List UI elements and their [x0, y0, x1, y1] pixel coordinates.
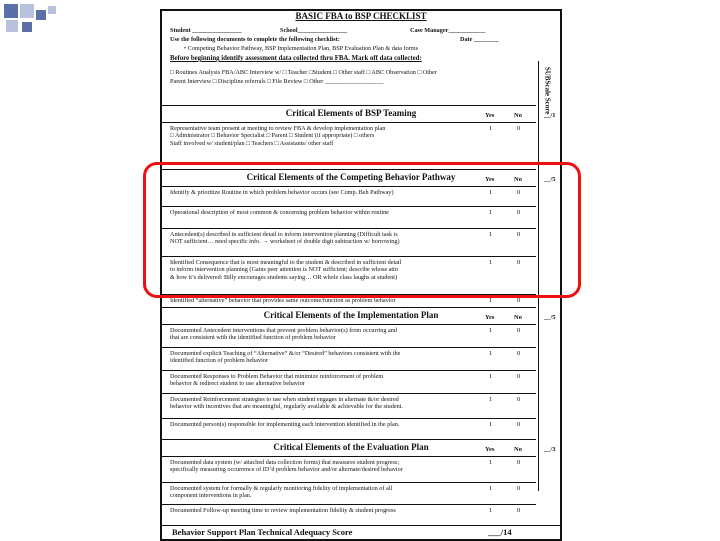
column-header-no: No	[514, 314, 522, 321]
date-field: Date ________	[460, 36, 499, 43]
checklist-item-text: & how it’s delivered: Billy encourages students saying… OR whole class laughs at student)	[170, 273, 398, 281]
decorative-square	[48, 6, 56, 14]
checklist-item-text: Documented data system (w/ attached data collection forms) that measures student progress;	[170, 459, 400, 466]
item-no-value: 0	[517, 350, 521, 357]
item-yes-value: 1	[489, 459, 493, 466]
item-no-value: 0	[517, 259, 521, 266]
checklist-item-text: to inform intervention planning (Gains peer attention is NOT sufficient; describe whose attn	[170, 266, 398, 274]
section-score: __/3	[544, 446, 556, 453]
item-no-value: 0	[517, 125, 521, 132]
column-header-no: No	[514, 446, 522, 453]
section-score: __/5	[544, 176, 556, 183]
case-manager-field: Case Manager____________	[410, 27, 486, 34]
item-no-value: 0	[517, 373, 521, 380]
checklist-item-text: Documented Antecedent interventions that prevent problem behavior(s) from occurring and	[170, 327, 397, 334]
checklist-item-text: Documented person(s) responsible for implementing each intervention identified in the plan.	[170, 421, 400, 428]
checklist-item-text: Antecedent(s) described in sufficient detail to inform intervention planning (Difficult task is	[170, 231, 398, 238]
checklist-item-text: component interventions in plan.	[170, 492, 252, 500]
item-no-value: 0	[517, 421, 521, 428]
column-header-yes: Yes	[485, 176, 495, 183]
section-title: Critical Elements of the Evaluation Plan	[273, 442, 429, 452]
document-list: • Competing Behavior Pathway, BSP Implementation Plan, BSP Evaluation Plan & data forms	[184, 45, 419, 52]
document-title: BASIC FBA to BSP CHECKLIST	[295, 11, 427, 21]
highlight-box	[143, 162, 581, 298]
checklist-item-text: that are consistent with the identified function of problem behavior	[170, 334, 336, 342]
column-header-no: No	[514, 176, 522, 183]
checklist-item-text: Identify & prioritize Routine in which problem behavior occurs (see Comp. Beh Pathway)	[170, 189, 394, 196]
item-yes-value: 1	[489, 485, 493, 492]
checklist-item-text: Documented Responses to Problem Behavior that minimize reinforcement of problem	[170, 373, 384, 380]
checklist-item-text: Identified Consequence that is most meaningful to the student & described in sufficient detail	[170, 259, 402, 266]
section-title: Critical Elements of the Implementation Plan	[263, 310, 439, 320]
checklist-item-text: Documented Reinforcement strategies to use when student engages in alternate &/or desired	[170, 396, 399, 403]
instructions-text: Use the following documents to complete the following checklist:	[170, 36, 340, 43]
checklist-item-text: Documented explicit Teaching of “Alternative” &/or “Desired” behaviors consistent with the	[170, 350, 401, 357]
decorative-square	[36, 10, 46, 20]
checklist-item-text: identified function of problem behavior	[170, 357, 268, 365]
item-yes-value: 1	[489, 125, 493, 132]
column-header-yes: Yes	[485, 112, 495, 119]
item-yes-value: 1	[489, 259, 493, 266]
item-no-value: 0	[517, 396, 521, 403]
item-yes-value: 1	[489, 373, 493, 380]
checklist-item-text: Identified “alternative” behavior that provides same outcome/function as problem behavior	[170, 297, 396, 304]
checklist-item-text: Documented Follow-up meeting time to review implementation fidelity & student progress	[170, 507, 396, 514]
before-instructions: Before beginning identify assessment data collected thru FBA. Mark off data collected:	[170, 55, 422, 62]
item-no-value: 0	[517, 231, 521, 238]
item-yes-value: 1	[489, 297, 493, 304]
item-yes-value: 1	[489, 507, 493, 514]
decorative-square	[4, 4, 18, 18]
item-no-value: 0	[517, 327, 521, 334]
data-sources-line-2: Parent Interview □ Discipline referrals □ File Review □ Other ___________________	[170, 78, 384, 85]
item-yes-value: 1	[489, 327, 493, 334]
decorative-square	[6, 20, 18, 32]
section-score: __/1	[544, 112, 556, 119]
column-header-yes: Yes	[485, 314, 495, 321]
item-no-value: 0	[517, 507, 521, 514]
data-sources-line: □ Routines Analysis FBA/ABC Interview w/ □ Teacher □Student □ Other staff □ ABC Observation □ Other	[170, 69, 437, 76]
section-title: Critical Elements of BSP Teaming	[285, 108, 417, 118]
item-yes-value: 1	[489, 189, 493, 196]
item-yes-value: 1	[489, 421, 493, 428]
checklist-item-text: behavior with incentives that are meaningful, regularly available & achievable for the student.	[170, 403, 403, 411]
total-score-label: Behavior Support Plan Technical Adequacy Score	[172, 527, 353, 537]
checklist-item-text: Staff involved w/ student/plan □ Teachers □ Assistants/ other staff	[170, 139, 334, 147]
total-score: ___/14	[488, 527, 512, 537]
student-field: Student ________________	[170, 27, 242, 34]
decorative-square	[22, 22, 32, 32]
item-no-value: 0	[517, 459, 521, 466]
checklist-item-text: □ Administrator □ Behavior Specialist □ Parent □ Student (if appropriate) □ others	[170, 132, 375, 140]
column-header-yes: Yes	[485, 446, 495, 453]
column-header-no: No	[514, 112, 522, 119]
school-field: School________________	[280, 27, 348, 34]
checklist-item-text: NOT sufficient… need specific info. → worksheet of double digit subtraction w/ borrowing)	[170, 238, 400, 246]
item-no-value: 0	[517, 485, 521, 492]
decorative-square	[20, 4, 34, 18]
checklist-item-text: Documented system for formally & regularly monitoring fidelity of implementation of all	[170, 485, 393, 492]
checklist-item-text: Representative team present at meeting to review FBA & develop implementation plan	[170, 125, 386, 132]
item-no-value: 0	[517, 189, 521, 196]
section-score: __/5	[544, 314, 556, 321]
subscale-header: SUBScale Score	[543, 66, 552, 115]
item-yes-value: 1	[489, 350, 493, 357]
item-no-value: 0	[517, 209, 521, 216]
item-yes-value: 1	[489, 209, 493, 216]
item-no-value: 0	[517, 297, 521, 304]
checklist-item-text: Operational description of most common & concerning problem behavior within routine	[170, 209, 389, 216]
item-yes-value: 1	[489, 231, 493, 238]
item-yes-value: 1	[489, 396, 493, 403]
section-title: Critical Elements of the Competing Behavior Pathway	[246, 172, 456, 182]
checklist-item-text: specifically measuring occurrence of ID’d problem behavior and/or alternate/desired behavior	[170, 466, 403, 474]
checklist-item-text: behavior & redirect student to use alternative behavior	[170, 380, 305, 388]
